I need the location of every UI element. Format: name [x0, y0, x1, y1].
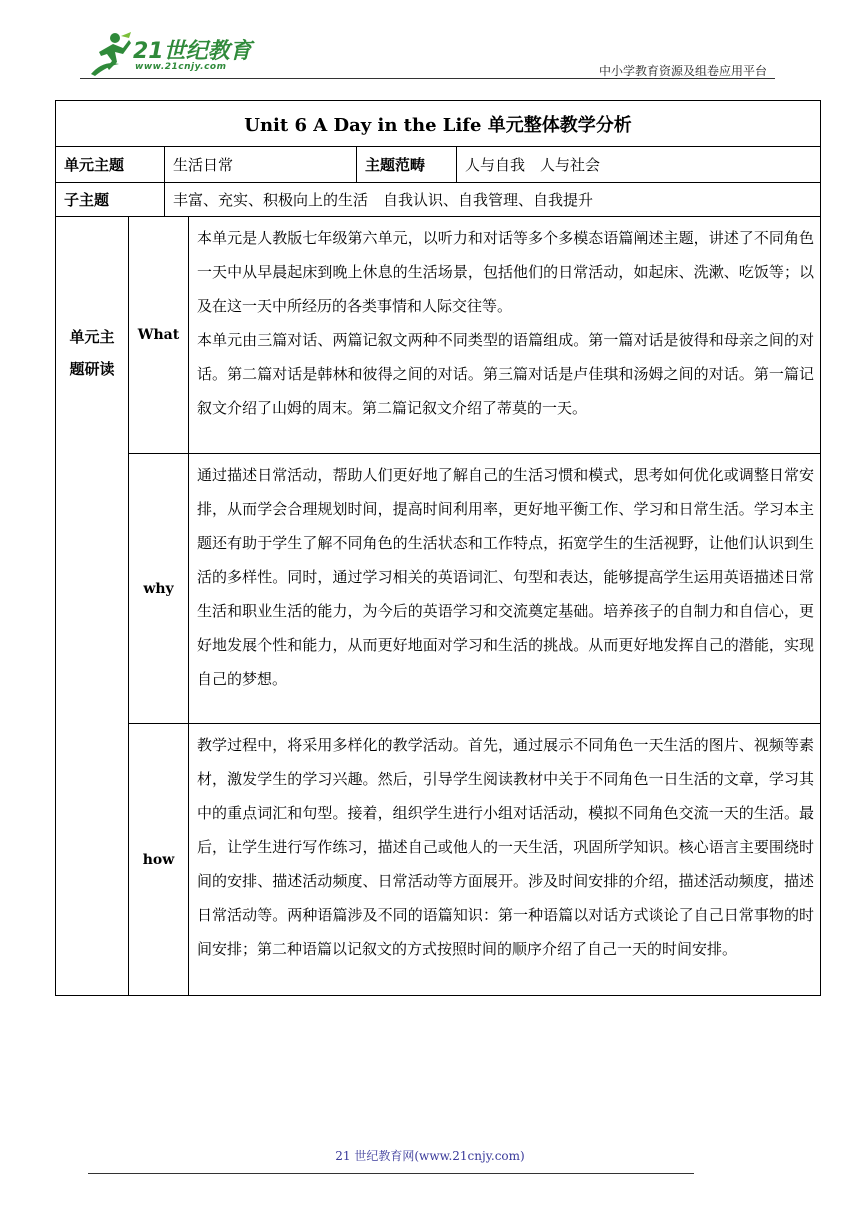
what-paragraph-1: 本单元是人教版七年级第六单元，以听力和对话等多个多模态语篇阐述主题，讲述了不同角色一天中从早晨起床到晚上休息的生活场景，包括他们的日常活动，如起床、洗漱、吃饭等；以及在这一天中所经历的各类事情和人际交往等。: [197, 229, 814, 315]
theme-category-value: 人与自我 人与社会: [457, 147, 821, 183]
how-content: [189, 724, 821, 996]
logo-url: www.21cnjy.com: [135, 62, 227, 72]
analysis-table: [55, 100, 821, 996]
sub-theme-value: 丰富、充实、积极向上的生活 自我认识、自我管理、自我提升: [165, 183, 821, 217]
unit-theme-label: 单元主题: [56, 147, 165, 183]
theme-category-label: 主题范畴: [357, 147, 457, 183]
how-paragraph: 教学过程中，将采用多样化的教学活动。首先，通过展示不同角色一天生活的图片、视频等素材，激发学生的学习兴趣。然后，引导学生阅读教材中关于不同角色一日生活的文章，学习其中的重点词汇和句型。接着，组织学生进行小组对话活动，模拟不同角色交流一天的生活。最后，让学生进行写作练习，描述自己或他人的一天生活，巩固所学知识。核心语言主要围绕时间的安排、描述活动频度、日常活动等方面展开。涉及时间安排的介绍，描述活动频度，描述日常活动等。两种语篇涉及不同的语篇知识：第一种语篇以对话方式谈论了自己日常事物的时间安排；第二种语篇以记叙文的方式按照时间的顺序介绍了自己一天的时间安排。: [197, 736, 814, 958]
header-divider: [80, 78, 775, 79]
logo-text: 21世纪教育: [133, 39, 252, 64]
logo: [85, 30, 285, 80]
runner-logo-icon: [85, 30, 135, 80]
what-label: What: [129, 217, 189, 454]
why-paragraph: 通过描述日常活动，帮助人们更好地了解自己的生活习惯和模式，思考如何优化或调整日常安排，从而学会合理规划时间，提高时间利用率，更好地平衡工作、学习和日常生活。学习本主题还有助于学生了解不同角色的生活状态和工作特点，拓宽学生的生活视野，让他们认识到生活的多样性。同时，通过学习相关的英语词汇、句型和表达，能够提高学生运用英语描述日常生活和职业生活的能力，为今后的英语学习和交流奠定基础。培养孩子的自制力和自信心，更好地发展个性和能力，从而更好地面对学习和生活的挑战。从而更好地发挥自己的潜能，实现自己的梦想。: [197, 466, 814, 688]
what-content: [189, 217, 821, 454]
footer-text: 21 世纪教育网(www.21cnjy.com): [335, 1149, 525, 1163]
footer-divider: [88, 1173, 694, 1174]
what-paragraph-2: 本单元由三篇对话、两篇记叙文两种不同类型的语篇组成。第一篇对话是彼得和母亲之间的对话。第二篇对话是韩林和彼得之间的对话。第三篇对话是卢佳琪和汤姆之间的对话。第一篇记叙文介绍了山姆的周末。第二篇记叙文介绍了蒂莫的一天。: [197, 331, 814, 417]
why-label: why: [129, 454, 189, 724]
why-content: [189, 454, 821, 724]
platform-name: 中小学教育资源及组卷应用平台: [598, 64, 767, 78]
section-label-text: 单元主题研读: [69, 328, 115, 378]
sub-theme-label: 子主题: [56, 183, 165, 217]
table-title: Unit 6 A Day in the Life 单元整体教学分析: [56, 101, 821, 147]
unit-theme-value: 生活日常: [165, 147, 357, 183]
page-header: [85, 30, 775, 80]
how-label: how: [129, 724, 189, 996]
section-label: [56, 217, 129, 996]
